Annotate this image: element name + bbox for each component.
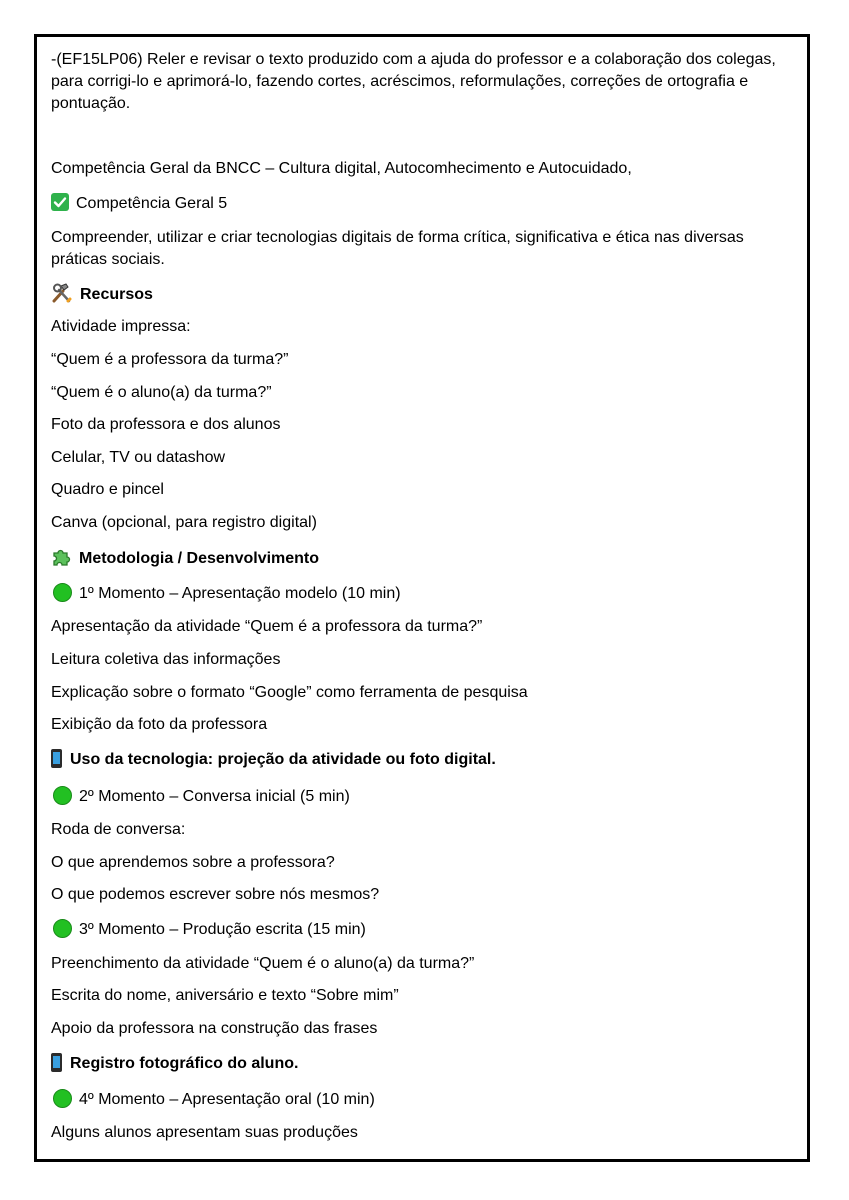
moment-2-heading [51,786,350,808]
moment-4-heading [51,1089,375,1111]
tools-icon [51,283,73,303]
tech-use-heading [51,749,496,771]
moment-2-title: 2º Momento – Conversa inicial (5 min) [79,788,350,805]
moment-3-item: Preenchimento da atividade “Quem é o aluno(a) da turma?” [51,955,475,972]
competence-5-label: Competência Geral 5 [76,195,228,212]
puzzle-icon [51,547,72,567]
green-circle-icon [53,583,72,602]
moment-3-title: 3º Momento – Produção escrita (15 min) [79,921,366,938]
tech-use-label: Uso da tecnologia: projeção da atividade ou foto digital. [70,751,496,768]
resource-item: Quadro e pincel [51,481,164,498]
competence-line: Competência Geral da BNCC – Cultura digital, Autocomhecimento e Autocuidado, [51,160,632,177]
moment-3-item: Apoio da professora na construção das frases [51,1020,378,1037]
skill-paragraph: -(EF15LP06) Reler e revisar o texto produzido com a ajuda do professor e a colaboração dos colegas, para corrigi-lo e aprimorá-lo, fazendo cortes, acréscimos, reformulações, correções de ortografia e pontuação. [51,51,776,112]
resource-item: “Quem é o aluno(a) da turma?” [51,384,272,401]
moment-1-item: Exibição da foto da professora [51,716,268,733]
methodology-heading [51,547,319,570]
moment-3-heading [51,919,366,941]
check-icon [51,193,69,211]
moment-1-item: Explicação sobre o formato “Google” como ferramenta de pesquisa [51,684,528,701]
competence-text: Compreender, utilizar e criar tecnologias digitais de forma crítica, significativa e ética nas diversas práticas sociais. [51,229,744,268]
mobile-phone-icon [51,749,62,768]
green-circle-icon [53,786,72,805]
moment-1-heading [51,583,401,605]
resource-item: Celular, TV ou datashow [51,449,226,466]
mobile-phone-icon [51,1053,62,1072]
resource-item: Canva (opcional, para registro digital) [51,514,317,531]
moment-2-item: Roda de conversa: [51,821,186,838]
moment-4-item: Alguns alunos apresentam suas produções [51,1124,358,1141]
moment-1-item: Apresentação da atividade “Quem é a professora da turma?” [51,618,483,635]
methodology-title: Metodologia / Desenvolvimento [79,550,320,567]
competence-5-heading [51,193,227,215]
photo-record-heading [51,1053,298,1075]
moment-2-item: O que aprendemos sobre a professora? [51,854,335,871]
green-circle-icon [53,919,72,938]
resources-title: Recursos [80,286,153,303]
moment-4-title: 4º Momento – Apresentação oral (10 min) [79,1091,375,1108]
photo-record-label: Registro fotográfico do aluno. [70,1055,299,1072]
resource-item: Foto da professora e dos alunos [51,416,281,433]
green-circle-icon [53,1089,72,1108]
moment-3-item: Escrita do nome, aniversário e texto “Sobre mim” [51,987,399,1004]
moment-1-item: Leitura coletiva das informações [51,651,281,668]
resource-item: “Quem é a professora da turma?” [51,351,289,368]
moment-2-item: O que podemos escrever sobre nós mesmos? [51,886,380,903]
resource-item: Atividade impressa: [51,318,191,335]
resources-heading [51,283,153,306]
moment-1-title: 1º Momento – Apresentação modelo (10 min) [79,585,401,602]
